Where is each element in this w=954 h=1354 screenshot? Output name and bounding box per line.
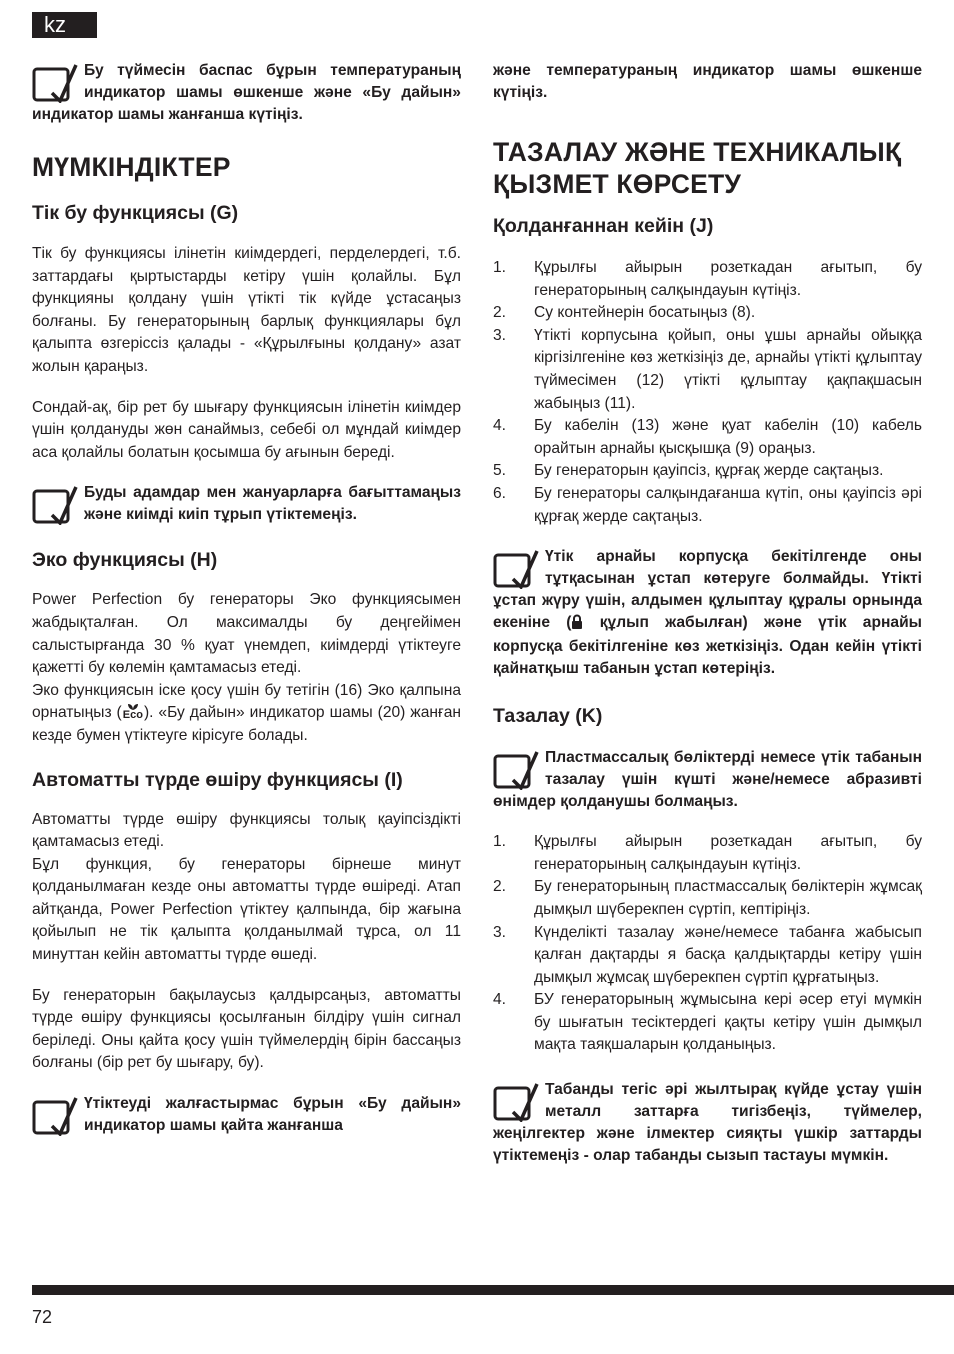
auto-off-title: Автоматты түрде өшіру функциясы (I)	[32, 768, 403, 791]
eco-function-title: Эко функциясы (H)	[32, 549, 218, 572]
list-item: 4. БУ генераторының жұмысына кері әсер етуі мүмкін бу шығатын тесіктердегі қақты кетіру үшін дымқыл мақта таяқшаларын қолданыңыз.	[493, 991, 922, 1054]
auto-off-paragraph-2: Бұл функция, бу генераторы бірнеше минут қолданылмаған кезде оны автоматты түрде өшіреді. Атап айтқанда, Power Perfection үтіктеу қалпында, бір жағына қойылып не тік қалыпта қолданылмай тұрса, ол 11 минуттан кейін автоматты түрде өшеді.	[32, 855, 461, 964]
eco-paragraph-1: Power Perfection бу генераторы Эко функциясымен жабдықталған. Ол максималды бу деңгейімен салыстырғанда 30 % қуат үнемдеп, киімдерді үтіктеуге қажетті бу көлемін қамтамасыз етеді.	[32, 591, 461, 677]
footer-bar	[32, 1285, 954, 1295]
checkbox-note-icon	[32, 63, 78, 103]
checkbox-note-icon	[493, 549, 539, 589]
list-item: 3. Үтікті корпусына қойып, оны ұшы арнайы ойыққа кіргізілгеніне көз жеткізіңіз де, арнайы үтікті құлыптау түймесімен (12) үтікті құлыптау қақпақшасын жабыңыз (11).	[493, 326, 922, 412]
checkbox-note-icon	[32, 1096, 78, 1136]
list-item: 5. Бу генераторын қауіпсіз, құрғақ жерде сақтаңыз.	[493, 462, 884, 480]
list-item: 6. Бу генераторы салқындағанша күтіп, оны қауіпсіз әрі құрғақ жерде сақтаңыз.	[493, 484, 922, 525]
cleaning-steps	[493, 831, 922, 1057]
page-number: 72	[32, 1307, 53, 1327]
note-resume-ironing-continued: және температураның индикатор шамы өшкенше күтіңіз.	[493, 62, 922, 101]
note-resume-ironing: Үтіктеуді жалғастырмас бұрын «Бу дайын» индикатор шамы қайта жанғанша	[32, 1093, 461, 1137]
after-use-steps	[493, 257, 922, 528]
note-steam-button: Бу түймесін баспас бұрын температураның индикатор шамы өшкенше және «Бу дайын» индикатор шамы жанғанша күтіңіз.	[32, 62, 461, 123]
features-title: МҮМКІНДІКТЕР	[32, 152, 231, 182]
list-item: 3. Күнделікті тазалау және/немесе табанға жабысып қалған дақтарды я басқа қалдықтарды кетіру үшін дымқыл жұмсақ шүберекпен сүртіп құрғатыңыз.	[493, 923, 922, 986]
after-use-title: Қолданғаннан кейін (J)	[493, 215, 714, 237]
eco-paragraph-2: Эко функциясын іске қосу үшін бу тетігін (16) Эко қалпына орнатыңыз ( Eco). «Бу дайын» индикатор шамы (20) жанған кезде бумен үтіктеуге кірісуге болады.	[32, 681, 461, 744]
auto-off-paragraph-1: Автоматты түрде өшіру функциясы толық қауіпсіздікті қамтамасыз етеді.	[32, 810, 461, 851]
vertical-steam-paragraph-1: Тік бу функциясы ілінетін киімдердегі, перделердегі, т.б. заттардағы қыртыстарды кетіру үшін қолайлы. Бұл функцияны қолдану үшін үтікті тік күйде ұстасаңыз болғаны. Бу генераторының барлық функциялары бұл қалыпта өзгеріссіз қалады - «Құрылғыны қолдану» азат жолын қараңыз.	[32, 245, 461, 375]
list-item: 2. Бу генераторының пластмассалық бөліктерін жұмсақ дымқыл шүберекпен сүртіп, кептіріңіз.	[493, 878, 922, 918]
note-carry-iron: Үтік арнайы корпусқа бекітілгенде оны тұтқасынан ұстап көтеруге болмайды. Үтікті ұстап жүру үшін, алдымен құлыптау құралы орнында екеніне ( құлып жабылған) және үтік арнайы корпусқа бекітілгеніне көз жеткізіңіз. Одан кейін үтікті қайнатқыш табанын ұстап көтеріңіз.	[493, 548, 922, 678]
vertical-steam-title: Тік бу функциясы (G)	[32, 202, 239, 224]
list-item: 1. Құрылғы айырын розеткадан ағытып, бу генераторының салқындауын күтіңіз.	[493, 259, 922, 299]
right-column	[493, 60, 922, 1167]
left-column	[32, 60, 461, 1137]
list-item: 4. Бу кабелін (13) және қуат кабелін (10) кабель орайтын арнайы қысқышқа (9) ораңыз.	[493, 417, 922, 457]
cleaning-maintenance-title: ТАЗАЛАУ ЖӘНЕ ТЕХНИКАЛЫҚ ҚЫЗМЕТ КӨРСЕТУ	[493, 137, 902, 199]
padlock-icon	[571, 614, 583, 636]
cleaning-k-title: Тазалау (K)	[493, 705, 603, 728]
vertical-steam-paragraph-2: Сондай-ақ, бір рет бу шығару функциясын ілінетін киімдер үшін қолдануды жөн санаймыз, себебі ол мұндай киімдер аса қолайлы болатын қосымша бу ағынын береді.	[32, 398, 461, 461]
checkbox-note-icon	[493, 1082, 539, 1122]
eco-leaf-icon: Eco	[122, 703, 144, 721]
note-no-steam-people: Буды адамдар мен жануарларға бағыттамаңыз және киімді киіп тұрып үтіктемеңіз.	[32, 482, 461, 526]
checkbox-note-icon	[493, 750, 539, 790]
language-tab: kz	[32, 12, 97, 38]
note-soleplate-care: Табанды тегіс әрі жылтырақ күйде ұстау үшін металл заттарға тигізбеңіз, түймелер, жеңілгектер және ілмектер сияқты үшкір заттарды үтіктемеңіз - олар табанды сызып тастауы мүмкін.	[493, 1081, 922, 1165]
list-item: 1. Құрылғы айырын розеткадан ағытып, бу генераторының салқындауын күтіңіз.	[493, 833, 922, 873]
checkbox-note-icon	[32, 485, 78, 525]
auto-off-paragraph-3: Бу генераторын бақылаусыз қалдырсаңыз, автоматты түрде өшіру функциясы қосылғанын білдіру үшін сигнал беріледі. Оны қайта қосу үшін түймелердің бірін бассаңыз болғаны (бір рет бу шығару, бу).	[32, 986, 461, 1072]
list-item: 2. Су контейнерін босатыңыз (8).	[493, 304, 756, 322]
note-no-abrasives: Пластмассалық бөліктерді немесе үтік табанын тазалау үшін күшті және/немесе абразивті өнімдер қолданушы болмаңыз.	[493, 749, 922, 811]
